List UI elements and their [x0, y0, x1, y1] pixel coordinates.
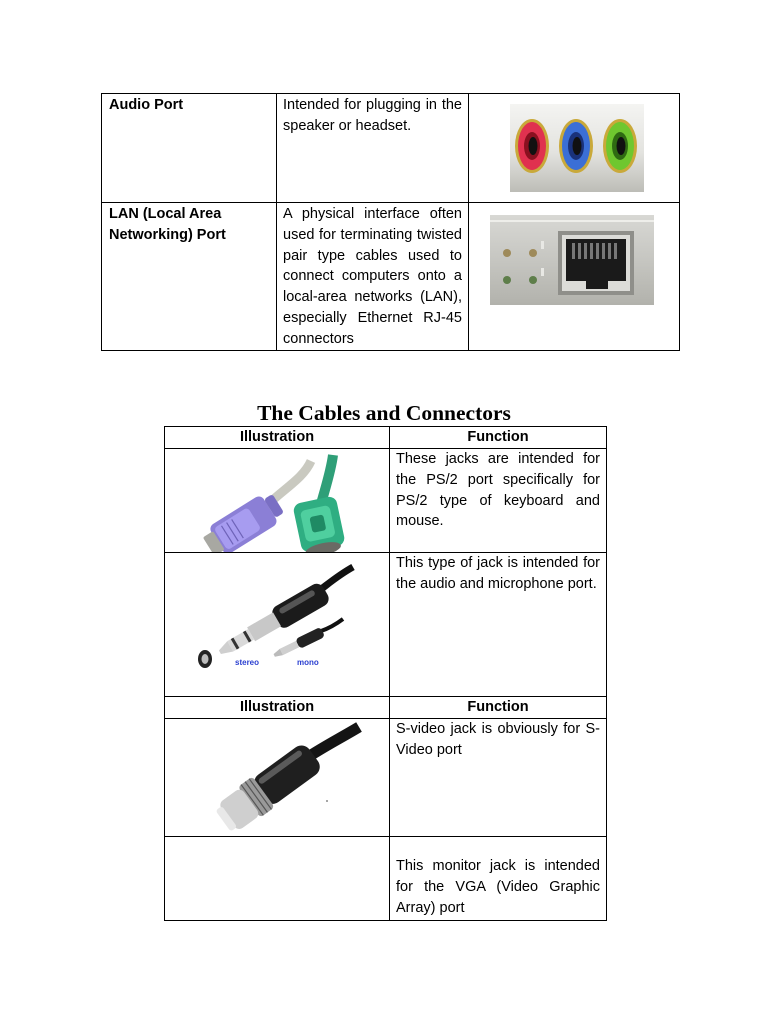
- function-text-ps2: These jacks are intended for the PS/2 port specifically for PS/2 type of keyboard and mouse.: [390, 449, 607, 553]
- cable-row-svideo: [165, 719, 607, 837]
- port-name-lan-line1: LAN (Local Area: [109, 206, 222, 222]
- illustration-cell-ps2: [165, 449, 390, 553]
- port-description-audio: Intended for plugging in the speaker or headset.: [277, 94, 469, 203]
- section-title: The Cables and Connectors: [257, 401, 511, 425]
- ports-row-audio: [102, 94, 680, 203]
- port-description-lan: A physical interface often used for terminating twisted pair type cables used to connect computers onto a local-area networks (LAN), especially Ethernet RJ-45 connectors: [277, 203, 469, 351]
- cables-header-row-2: [165, 697, 607, 719]
- illustration-cell-svideo: [165, 719, 390, 837]
- audio-plugs-illustration: [185, 555, 385, 695]
- column-header-function: Function: [390, 427, 607, 449]
- cables-table: [164, 426, 607, 921]
- port-name-lan: [102, 203, 277, 351]
- cable-row-ps2: [165, 449, 607, 553]
- port-name-audio: Audio Port: [102, 94, 277, 203]
- illustration-cell-vga: [165, 837, 390, 921]
- function-text-svideo: S-video jack is obviously for S-Video port: [390, 719, 607, 837]
- port-image-cell-lan: [469, 203, 680, 351]
- cable-row-audio: [165, 553, 607, 697]
- column-header-illustration: Illustration: [165, 427, 390, 449]
- function-text-audio: This type of jack is intended for the audio and microphone port.: [390, 553, 607, 697]
- label-stereo: stereo: [235, 658, 260, 667]
- ports-table: [101, 93, 680, 351]
- port-name-lan-line2: Networking) Port: [109, 226, 226, 243]
- illustration-cell-audio: [165, 553, 390, 697]
- label-mono: mono: [297, 658, 319, 667]
- cable-row-vga: [165, 837, 607, 921]
- ps2-connectors-photo: [193, 449, 363, 553]
- ports-row-lan: [102, 203, 680, 351]
- rj45-port-photo: [490, 215, 654, 305]
- column-header-illustration-2: Illustration: [165, 697, 390, 719]
- function-text-vga: This monitor jack is intended for the VGA (Video Graphic Array) port: [390, 837, 607, 921]
- column-header-function-2: Function: [390, 697, 607, 719]
- svideo-connector-photo: [199, 719, 369, 835]
- cables-header-row: [165, 427, 607, 449]
- audio-jacks-photo: [510, 104, 644, 192]
- port-image-cell-audio: [469, 94, 680, 203]
